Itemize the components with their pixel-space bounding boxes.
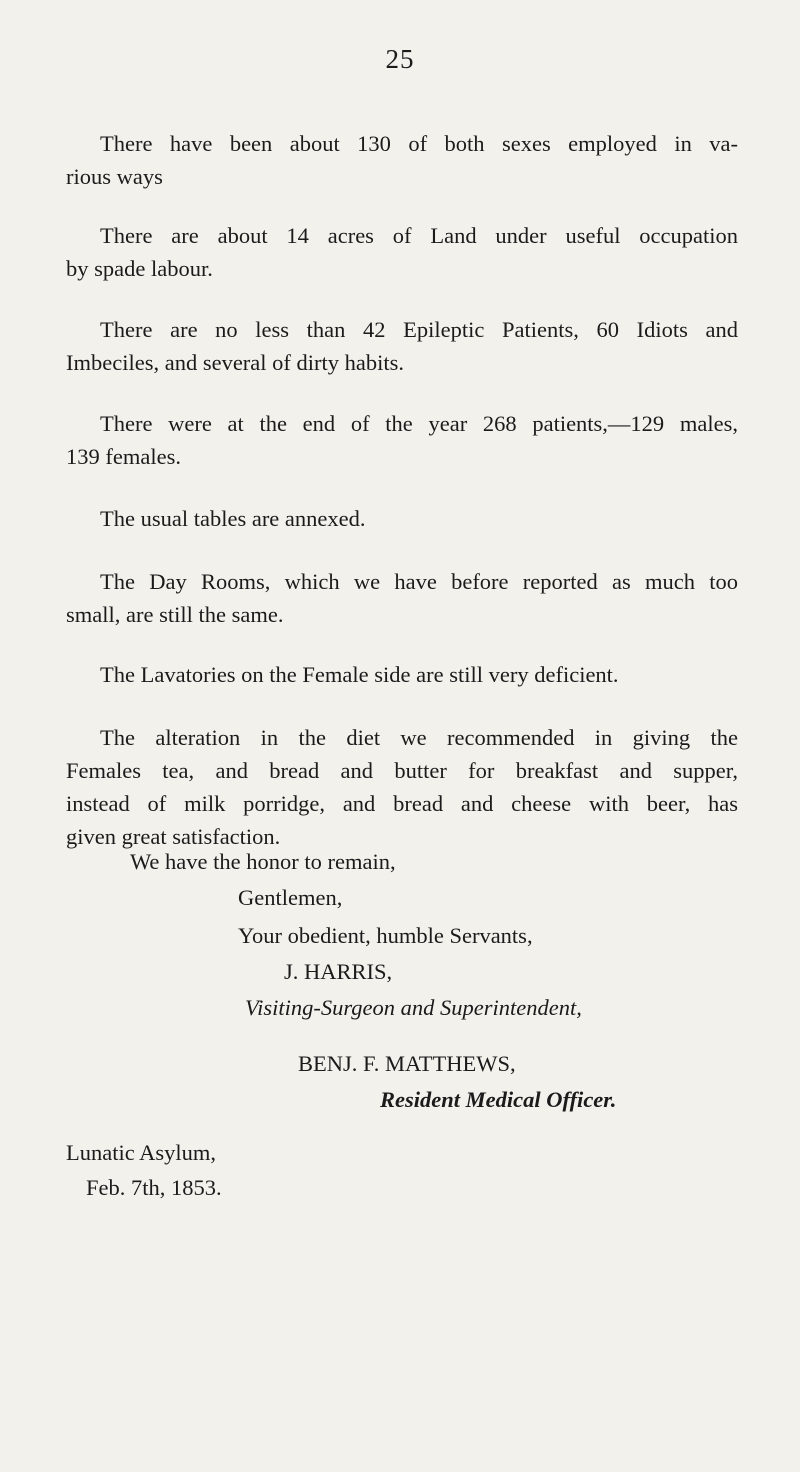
paragraph-line: given great satisfaction. [66,824,281,849]
date: Feb. 7th, 1853. [86,1175,222,1200]
signer2-name: BENJ. F. MATTHEWS, [298,1051,516,1076]
page-number: 25 [385,44,415,74]
closing-servants: Your obedient, humble Servants, [238,923,533,948]
paragraph-workers [66,127,738,193]
signer1-name: J. HARRIS, [284,959,393,984]
paragraph-line: 139 females. [66,444,181,469]
paragraph-land [66,219,738,285]
paragraph-line: by spade labour. [66,256,213,281]
paragraph-line: small, are still the same. [66,602,284,627]
paragraph-diet [66,721,738,853]
paragraph-lavatories [66,658,738,691]
paragraph-day-rooms [66,565,738,631]
closing-salutation: Gentlemen, [238,885,343,910]
paragraph-line: The Day Rooms, which we have before reported as much too [100,569,738,594]
signer1-title: Visiting-Surgeon and Superintendent, [245,995,582,1020]
paragraph-line: instead of milk porridge, and bread and cheese with beer, has [66,791,738,816]
paragraph-line: There were at the end of the year 268 patients,—129 males, [100,411,738,436]
paragraph-line: There are about 14 acres of Land under useful occupation [100,223,738,248]
paragraph-line: Females tea, and bread and butter for breakfast and supper, [66,758,738,783]
paragraph-line: The Lavatories on the Female side are still very deficient. [100,662,619,687]
paragraph-line: There have been about 130 of both sexes employed in va- [100,131,738,156]
paragraph-patient-count [66,407,738,473]
paragraph-patients-types [66,313,738,379]
place: Lunatic Asylum, [66,1140,216,1165]
closing-remain: We have the honor to remain, [130,849,396,874]
paragraph-tables [66,502,738,535]
paragraph-line: Imbeciles, and several of dirty habits. [66,350,405,375]
paragraph-line: The alteration in the diet we recommended in giving the [100,725,738,750]
signer2-title: Resident Medical Officer. [380,1087,617,1112]
paragraph-line: rious ways [66,164,163,189]
paragraph-line: The usual tables are annexed. [100,506,366,531]
paragraph-line: There are no less than 42 Epileptic Patients, 60 Idiots and [100,317,738,342]
